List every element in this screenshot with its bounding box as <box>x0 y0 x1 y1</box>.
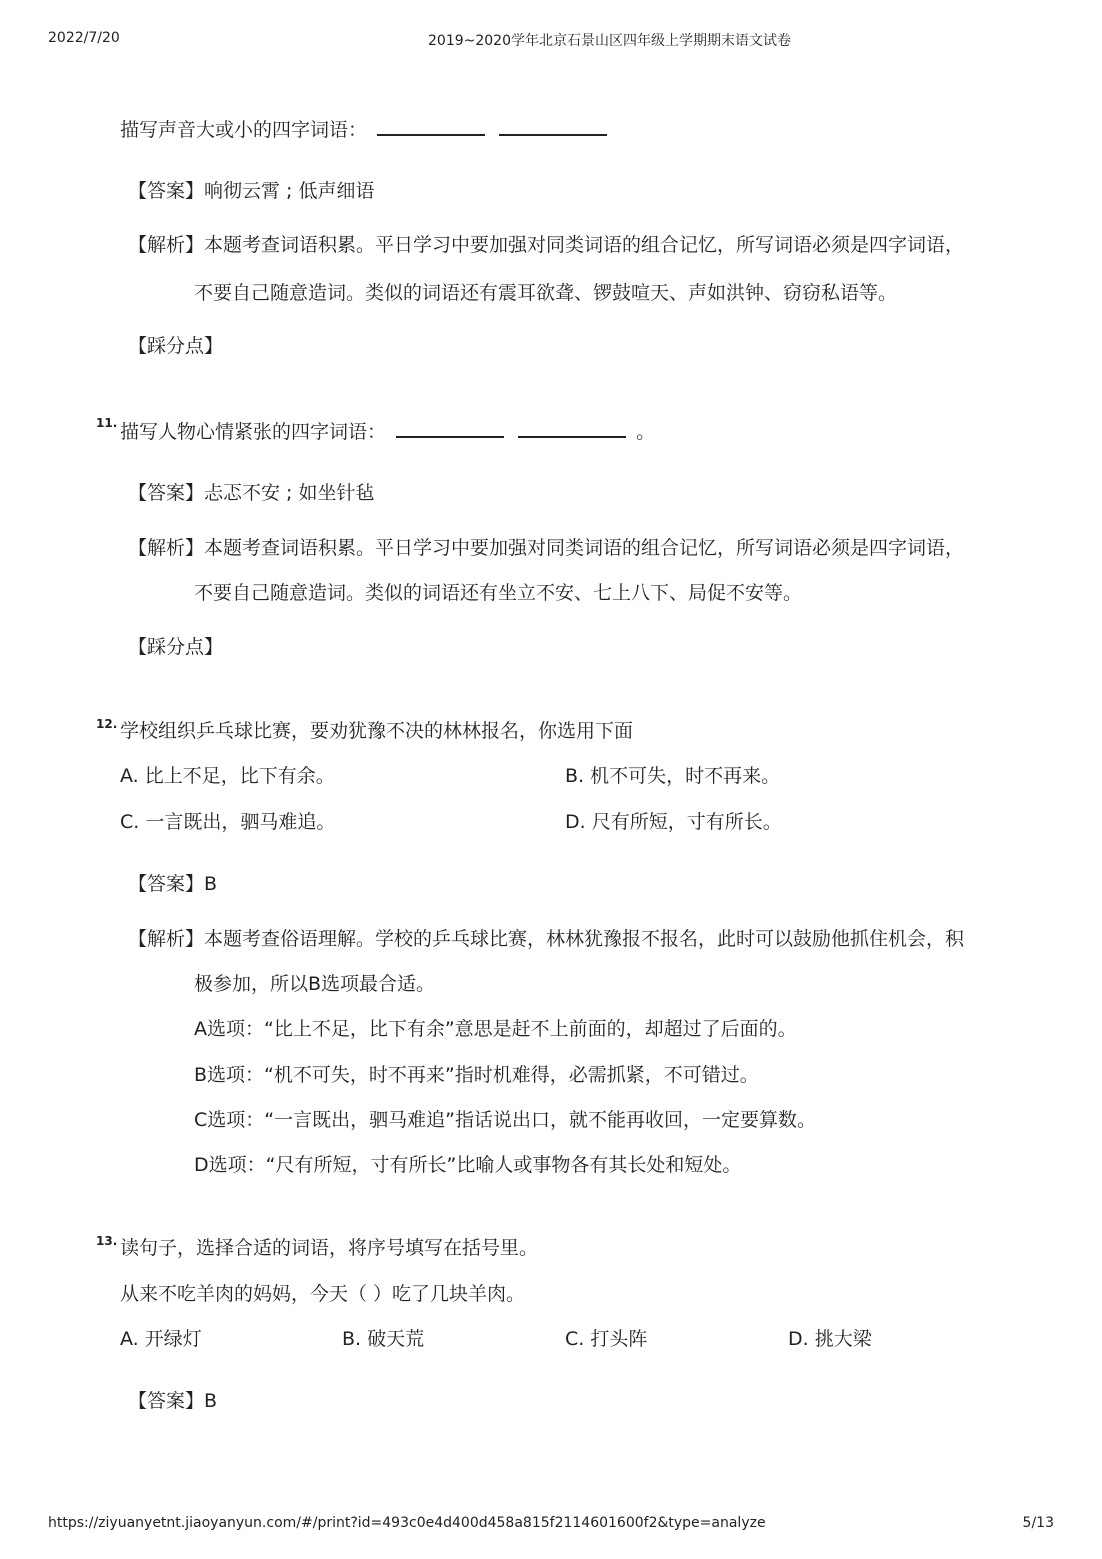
q10-analysis-cont: 不要自己随意造词。类似的词语还有震耳欲聋、锣鼓喧天、声如洪钟、窃窃私语等。 <box>194 282 898 304</box>
q10-prompt: 描写声音大或小的四字词语： <box>120 119 368 141</box>
q10-blank-1 <box>377 116 485 136</box>
q12-option-a: A. 比上不足，比下有余。 <box>120 765 335 787</box>
q12-analysis-line-3: A选项：“比上不足，比下有余”意思是赶不上前面的，却超过了后面的。 <box>194 1018 797 1040</box>
q12-option-c: C. 一言既出，驷马难追。 <box>120 811 336 833</box>
q11-end-mark: 。 <box>636 421 656 443</box>
q12-analysis-line-6: D选项：“尺有所短，寸有所长”比喻人或事物各有其长处和短处。 <box>194 1154 742 1176</box>
q13-option-b: B. 破天荒 <box>342 1328 425 1350</box>
q10-blank-2 <box>499 116 607 136</box>
q11-answer: 【答案】忐忑不安 ; 如坐针毡 <box>128 482 375 504</box>
q12-prompt: 学校组织乒乓球比赛，要劝犹豫不决的林林报名，你选用下面 <box>120 720 634 742</box>
q12-option-d: D. 尺有所短，寸有所长。 <box>565 811 782 833</box>
question-number: 12. <box>96 717 118 731</box>
q13-option-d: D. 挑大梁 <box>788 1328 872 1350</box>
q12-answer: 【答案】B <box>128 873 218 895</box>
q13-prompt: 读句子，选择合适的词语，将序号填写在括号里。 <box>120 1237 539 1259</box>
document-title: 2019~2020学年北京石景山区四年级上学期期末语文试卷 <box>428 33 791 49</box>
print-date: 2022/7/20 <box>48 30 120 46</box>
q13-option-c: C. 打头阵 <box>565 1328 648 1350</box>
q12-analysis-line-2: 极参加，所以B选项最合适。 <box>194 973 436 995</box>
q12-option-b: B. 机不可失，时不再来。 <box>565 765 781 787</box>
q11-analysis: 【解析】本题考查词语积累。平日学习中要加强对同类词语的组合记忆，所写词语必须是四字词语， <box>128 537 965 559</box>
q10-answer: 【答案】响彻云霄 ; 低声细语 <box>128 180 375 202</box>
page-url: https://ziyuanyetnt.jiaoyanyun.com/#/print?id=493c0e4d400d458a815f2114601600f2&type=analyze <box>48 1515 766 1531</box>
q10-analysis: 【解析】本题考查词语积累。平日学习中要加强对同类词语的组合记忆，所写词语必须是四字词语， <box>128 234 965 256</box>
q10-prompt-line <box>120 116 611 143</box>
q11-analysis-cont: 不要自己随意造词。类似的词语还有坐立不安、七上八下、局促不安等。 <box>194 582 803 604</box>
q12-analysis-line-4: B选项：“机不可失，时不再来”指时机难得，必需抓紧，不可错过。 <box>194 1064 759 1086</box>
q11-prompt: 描写人物心情紧张的四字词语： <box>120 421 387 443</box>
question-number: 11. <box>96 416 118 430</box>
q13-option-a: A. 开绿灯 <box>120 1328 202 1350</box>
q13-answer: 【答案】B <box>128 1390 218 1412</box>
q10-points: 【踩分点】 <box>128 335 224 357</box>
q12-analysis: 【解析】本题考查俗语理解。学校的乒乓球比赛，林林犹豫报不报名，此时可以鼓励他抓住机会，积 <box>128 928 965 950</box>
q11-blank-2 <box>518 418 626 438</box>
q12-analysis-line-5: C选项：“一言既出，驷马难追”指话说出口，就不能再收回，一定要算数。 <box>194 1109 816 1131</box>
question-number: 13. <box>96 1234 118 1248</box>
q13-sentence: 从来不吃羊肉的妈妈，今天（ ）吃了几块羊肉。 <box>120 1283 526 1305</box>
q11-blank-1 <box>396 418 504 438</box>
q11-prompt-line <box>120 418 655 445</box>
page-number: 5/13 <box>1022 1515 1054 1531</box>
q11-points: 【踩分点】 <box>128 636 224 658</box>
